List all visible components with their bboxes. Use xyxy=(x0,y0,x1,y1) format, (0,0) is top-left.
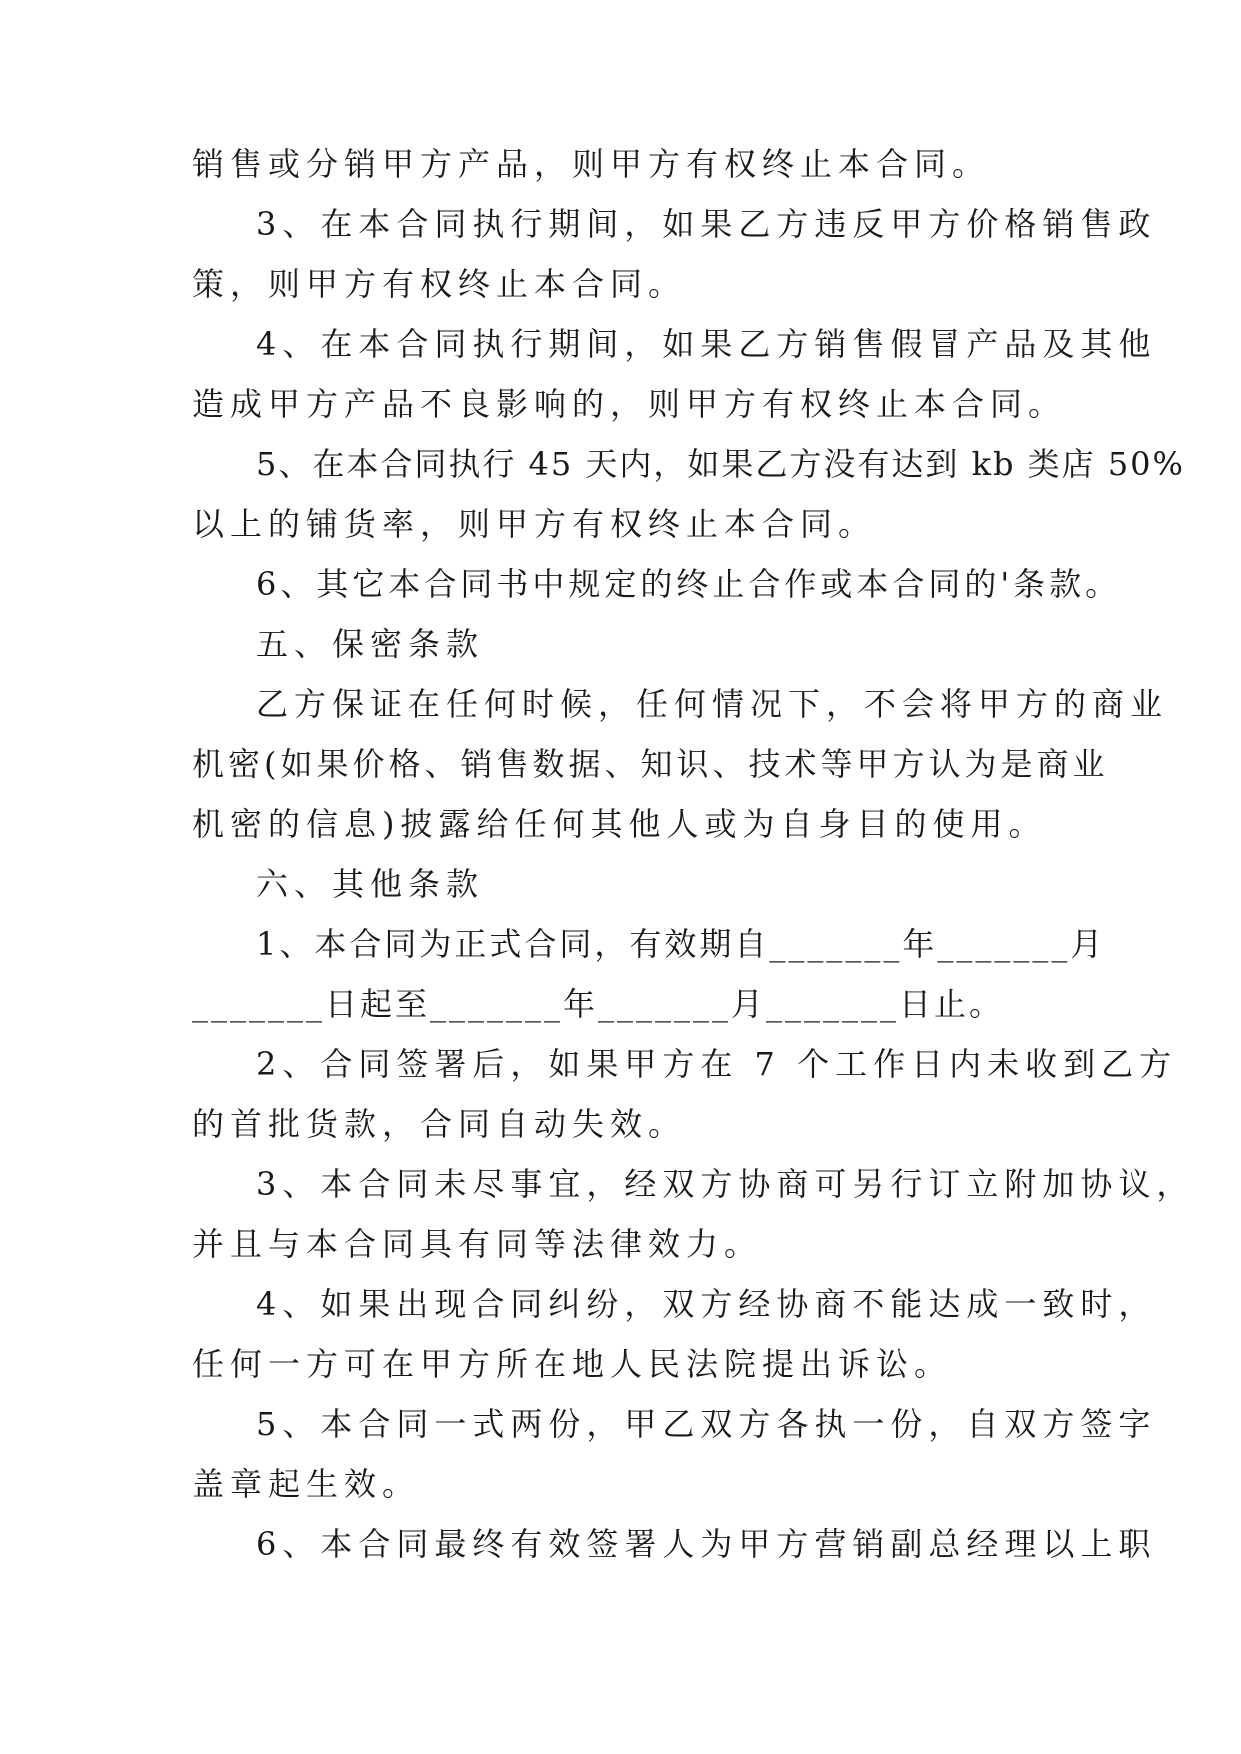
paragraph-line: 乙方保证在任何时候，任何情况下，不会将甲方的商业 xyxy=(256,685,1169,723)
text-line: 造成甲方产品不良影响的，则甲方有权终止本合同。 xyxy=(192,385,1067,423)
clause-line: 5、本合同一式两份，甲乙双方各执一份，自双方签字 xyxy=(256,1405,1157,1443)
clause-line: 2、合同签署后，如果甲方在 7 个工作日内未收到乙方 xyxy=(256,1045,1178,1083)
clause-line: 4、如果出现合同纠纷，双方经协商不能达成一致时， xyxy=(256,1285,1157,1323)
text-line: 机密(如果价格、销售数据、知识、技术等甲方认为是商业 xyxy=(192,745,1109,783)
clause-line: 6、本合同最终有效签署人为甲方营销副总经理以上职 xyxy=(256,1525,1157,1563)
section-heading: 五、保密条款 xyxy=(256,625,485,663)
clause-line: 3、本合同未尽事宜，经双方协商可另行订立附加协议， xyxy=(256,1165,1195,1203)
clause-line: 6、其它本合同书中规定的终止合作或本合同的'条款。 xyxy=(256,565,1122,603)
section-heading: 六、其他条款 xyxy=(256,865,485,903)
text-line: 并且与本合同具有同等法律效力。 xyxy=(192,1225,763,1263)
text-line: 策，则甲方有权终止本合同。 xyxy=(192,265,687,303)
text-line: 销售或分销甲方产品，则甲方有权终止本合同。 xyxy=(192,145,991,183)
clause-line: 3、在本合同执行期间，如果乙方违反甲方价格销售政 xyxy=(256,205,1157,243)
text-line: _______日起至_______年_______月_______日止。 xyxy=(192,985,1005,1023)
text-line: 机密的信息)披露给任何其他人或为自身目的使用。 xyxy=(192,805,1047,843)
clause-line: 1、本合同为正式合同，有效期自_______年_______月 xyxy=(256,925,1106,963)
clause-line: 5、在本合同执行 45 天内，如果乙方没有达到 kb 类店 50% xyxy=(256,445,1185,483)
text-line: 盖章起生效。 xyxy=(192,1465,421,1503)
text-line: 的首批货款，合同自动失效。 xyxy=(192,1105,687,1143)
text-line: 以上的铺货率，则甲方有权终止本合同。 xyxy=(192,505,877,543)
clause-line: 4、在本合同执行期间，如果乙方销售假冒产品及其他 xyxy=(256,325,1157,363)
text-line: 任何一方可在甲方所在地人民法院提出诉讼。 xyxy=(192,1345,953,1383)
